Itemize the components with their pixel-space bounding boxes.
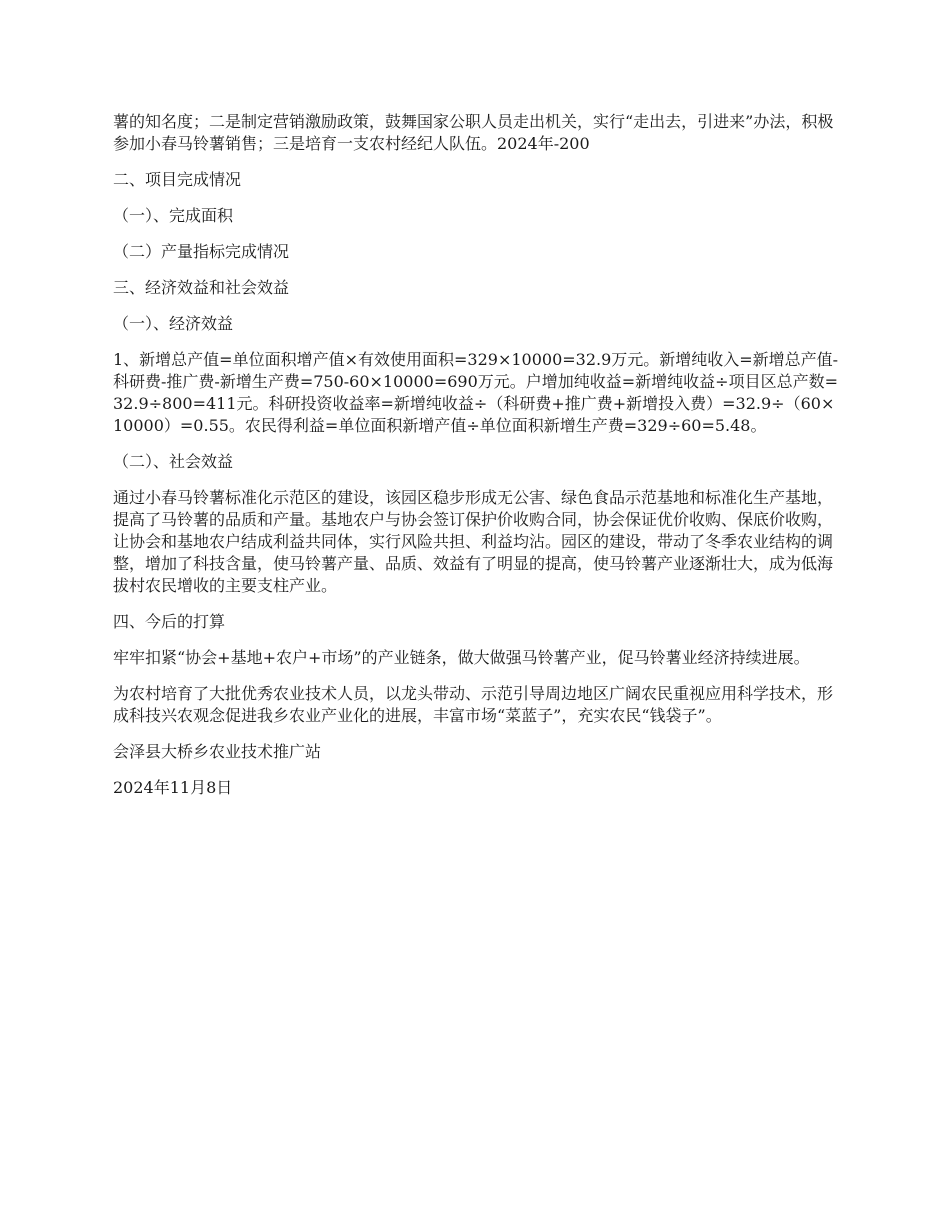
heading-benefits: 三、经济效益和社会效益 [113, 278, 290, 297]
subheading-completed-area: （一）、完成面积 [113, 206, 234, 225]
paragraph-social-benefits: 通过小春马铃薯标准化示范区的建设，该园区稳步形成无公害、绿色食品示范基地和标准化生产基地，提高了马铃薯的品质和产量。基地农户与协会签订保护价收购合同，协会保证优价收购、保底价收购，让协会和基地农户结成利益共同体，实行风险共担、利益均沾。园区的建设，带动了冬季农业结构的调整，增加了科技含量，使马铃薯产量、品质、效益有了明显的提高，使马铃薯产业逐渐壮大，成为低海拔村农民增收的主要支柱产业。 [113, 488, 834, 595]
paragraph-technicians: 为农村培育了大批优秀农业技术人员，以龙头带动、示范引导周边地区广阔农民重视应用科学技术，形成科技兴农观念促进我乡农业产业化的进展，丰富市场“菜蓝子”，充实农民“钱袋子”。 [113, 684, 834, 725]
paragraph-industry-chain: 牢牢扣紧“协会+基地+农户+市场”的产业链条，做大做强马铃薯产业，促马铃薯业经济持续进展。 [113, 648, 810, 667]
subheading-economic-benefits: （一）、经济效益 [113, 314, 234, 333]
subheading-social-benefits: （二）、社会效益 [113, 452, 234, 471]
signature-date: 2024年11月8日 [113, 778, 233, 797]
signature-organization: 会泽县大桥乡农业技术推广站 [113, 742, 322, 761]
subheading-yield-indicators: （二）产量指标完成情况 [113, 242, 290, 261]
document-page [113, 111, 841, 813]
paragraph-economic-calculations: 1、新增总产值=单位面积增产值×有效使用面积=329×10000=32.9万元。新增纯收入=新增总产值-科研费-推广费-新增生产费=750-60×10000=690万元。户增加纯收益=新增纯收益÷项目区总产数=32.9÷800=411元。科研投资收益率=新增纯收益÷（科研费+推广费+新增投入费）=32.9÷（60×10000）=0.55。农民得利益=单位面积新增产值÷单位面积新增生产费=329÷60=5.48。 [113, 350, 839, 435]
heading-project-completion: 二、项目完成情况 [113, 170, 242, 189]
heading-future-plans: 四、今后的打算 [113, 612, 226, 631]
paragraph-continuation: 薯的知名度；二是制定营销激励政策，鼓舞国家公职人员走出机关，实行“走出去，引进来”办法，积极参加小春马铃薯销售；三是培育一支农村经纪人队伍。2024年-200 [113, 112, 834, 153]
